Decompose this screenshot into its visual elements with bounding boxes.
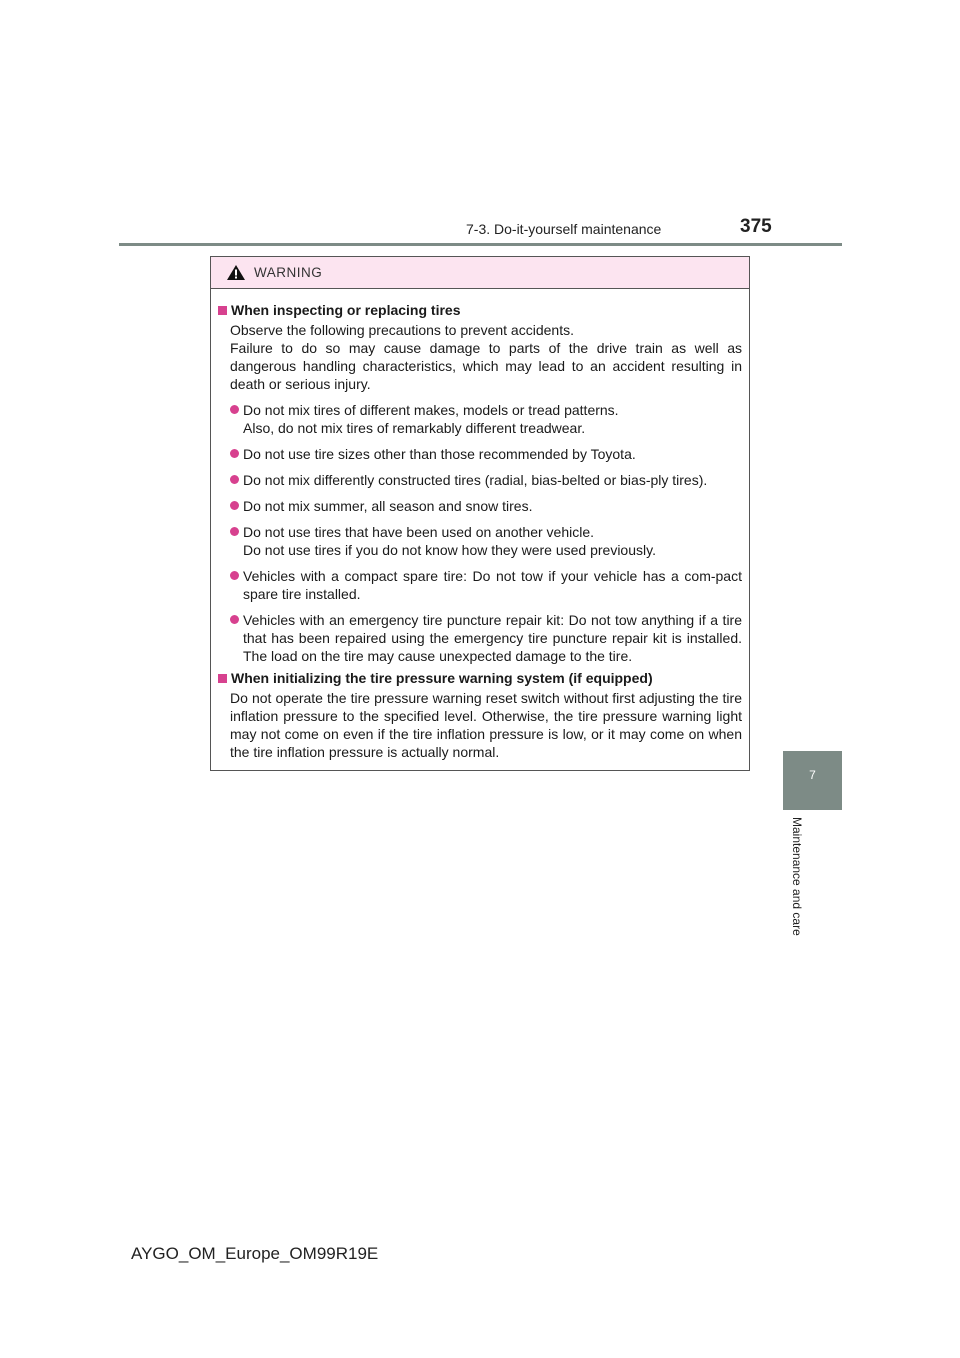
bullet-dot-icon xyxy=(230,475,239,484)
bullet-dot-icon xyxy=(230,615,239,624)
square-bullet-icon xyxy=(218,306,227,315)
list-item xyxy=(218,497,742,515)
list-item xyxy=(218,567,742,603)
chapter-label: Maintenance and care xyxy=(790,817,804,936)
bullet-dot-icon xyxy=(230,501,239,510)
section-paragraph: Do not operate the tire pressure warning reset switch without first adjusting the tire inflation pressure to the specified level. Otherwise, the tire pressure warning light may not come on even if the tire inflation pressure is low, or it may come on when the tire inflation pressure is actually normal. xyxy=(230,690,742,760)
list-item-text: Do not use tires that have been used on another vehicle. xyxy=(243,524,595,540)
bullet-dot-icon xyxy=(230,527,239,536)
chapter-tab xyxy=(783,751,842,810)
list-item-text: Vehicles with a compact spare tire: Do not tow if your vehicle has a com-pact spare tire installed. xyxy=(243,568,742,602)
list-item-text: Do not mix summer, all season and snow tires. xyxy=(243,498,533,514)
section-heading-text: When inspecting or replacing tires xyxy=(231,302,461,318)
section-heading xyxy=(218,301,742,319)
list-item xyxy=(218,445,742,463)
list-item-text: Vehicles with an emergency tire puncture repair kit: Do not tow anything if a tire that has been repaired using the emergency tire puncture repair kit is installed. The load on the tire may cause unexpected damage to the tire. xyxy=(243,612,742,664)
list-item xyxy=(218,471,742,489)
warning-header xyxy=(211,257,749,289)
intro-paragraph: Failure to do so may cause damage to parts of the drive train as well as dangerous handling characteristics, which may lead to an accident resulting in death or serious injury. xyxy=(230,340,742,392)
list-item-text: Do not use tire sizes other than those recommended by Toyota. xyxy=(243,446,636,462)
section-title: 7-3. Do-it-yourself maintenance xyxy=(466,221,662,237)
header-divider xyxy=(119,243,842,246)
bullet-dot-icon xyxy=(230,571,239,580)
square-bullet-icon xyxy=(218,674,227,683)
list-item xyxy=(218,401,742,437)
intro-line: Observe the following precautions to prevent accidents. xyxy=(230,322,574,338)
section-heading xyxy=(218,669,742,687)
bullet-dot-icon xyxy=(230,405,239,414)
warning-body xyxy=(211,289,749,761)
list-item-text: Do not use tires if you do not know how they were used previously. xyxy=(243,542,656,558)
warning-box xyxy=(210,256,750,771)
page-number: 375 xyxy=(740,216,772,237)
warning-triangle-icon xyxy=(226,264,246,281)
list-item xyxy=(218,611,742,665)
list-item-text: Also, do not mix tires of remarkably different treadwear. xyxy=(243,420,586,436)
list-item-text: Do not mix differently constructed tires (radial, bias-belted or bias-ply tires). xyxy=(243,472,708,488)
warning-title: WARNING xyxy=(254,265,323,280)
document-id: AYGO_OM_Europe_OM99R19E xyxy=(131,1244,379,1263)
chapter-number: 7 xyxy=(809,768,816,782)
section-heading-text: When initializing the tire pressure warning system (if equipped) xyxy=(231,670,653,686)
list-item-text: Do not mix tires of different makes, models or tread patterns. xyxy=(243,402,619,418)
bullet-dot-icon xyxy=(230,449,239,458)
list-item xyxy=(218,523,742,559)
